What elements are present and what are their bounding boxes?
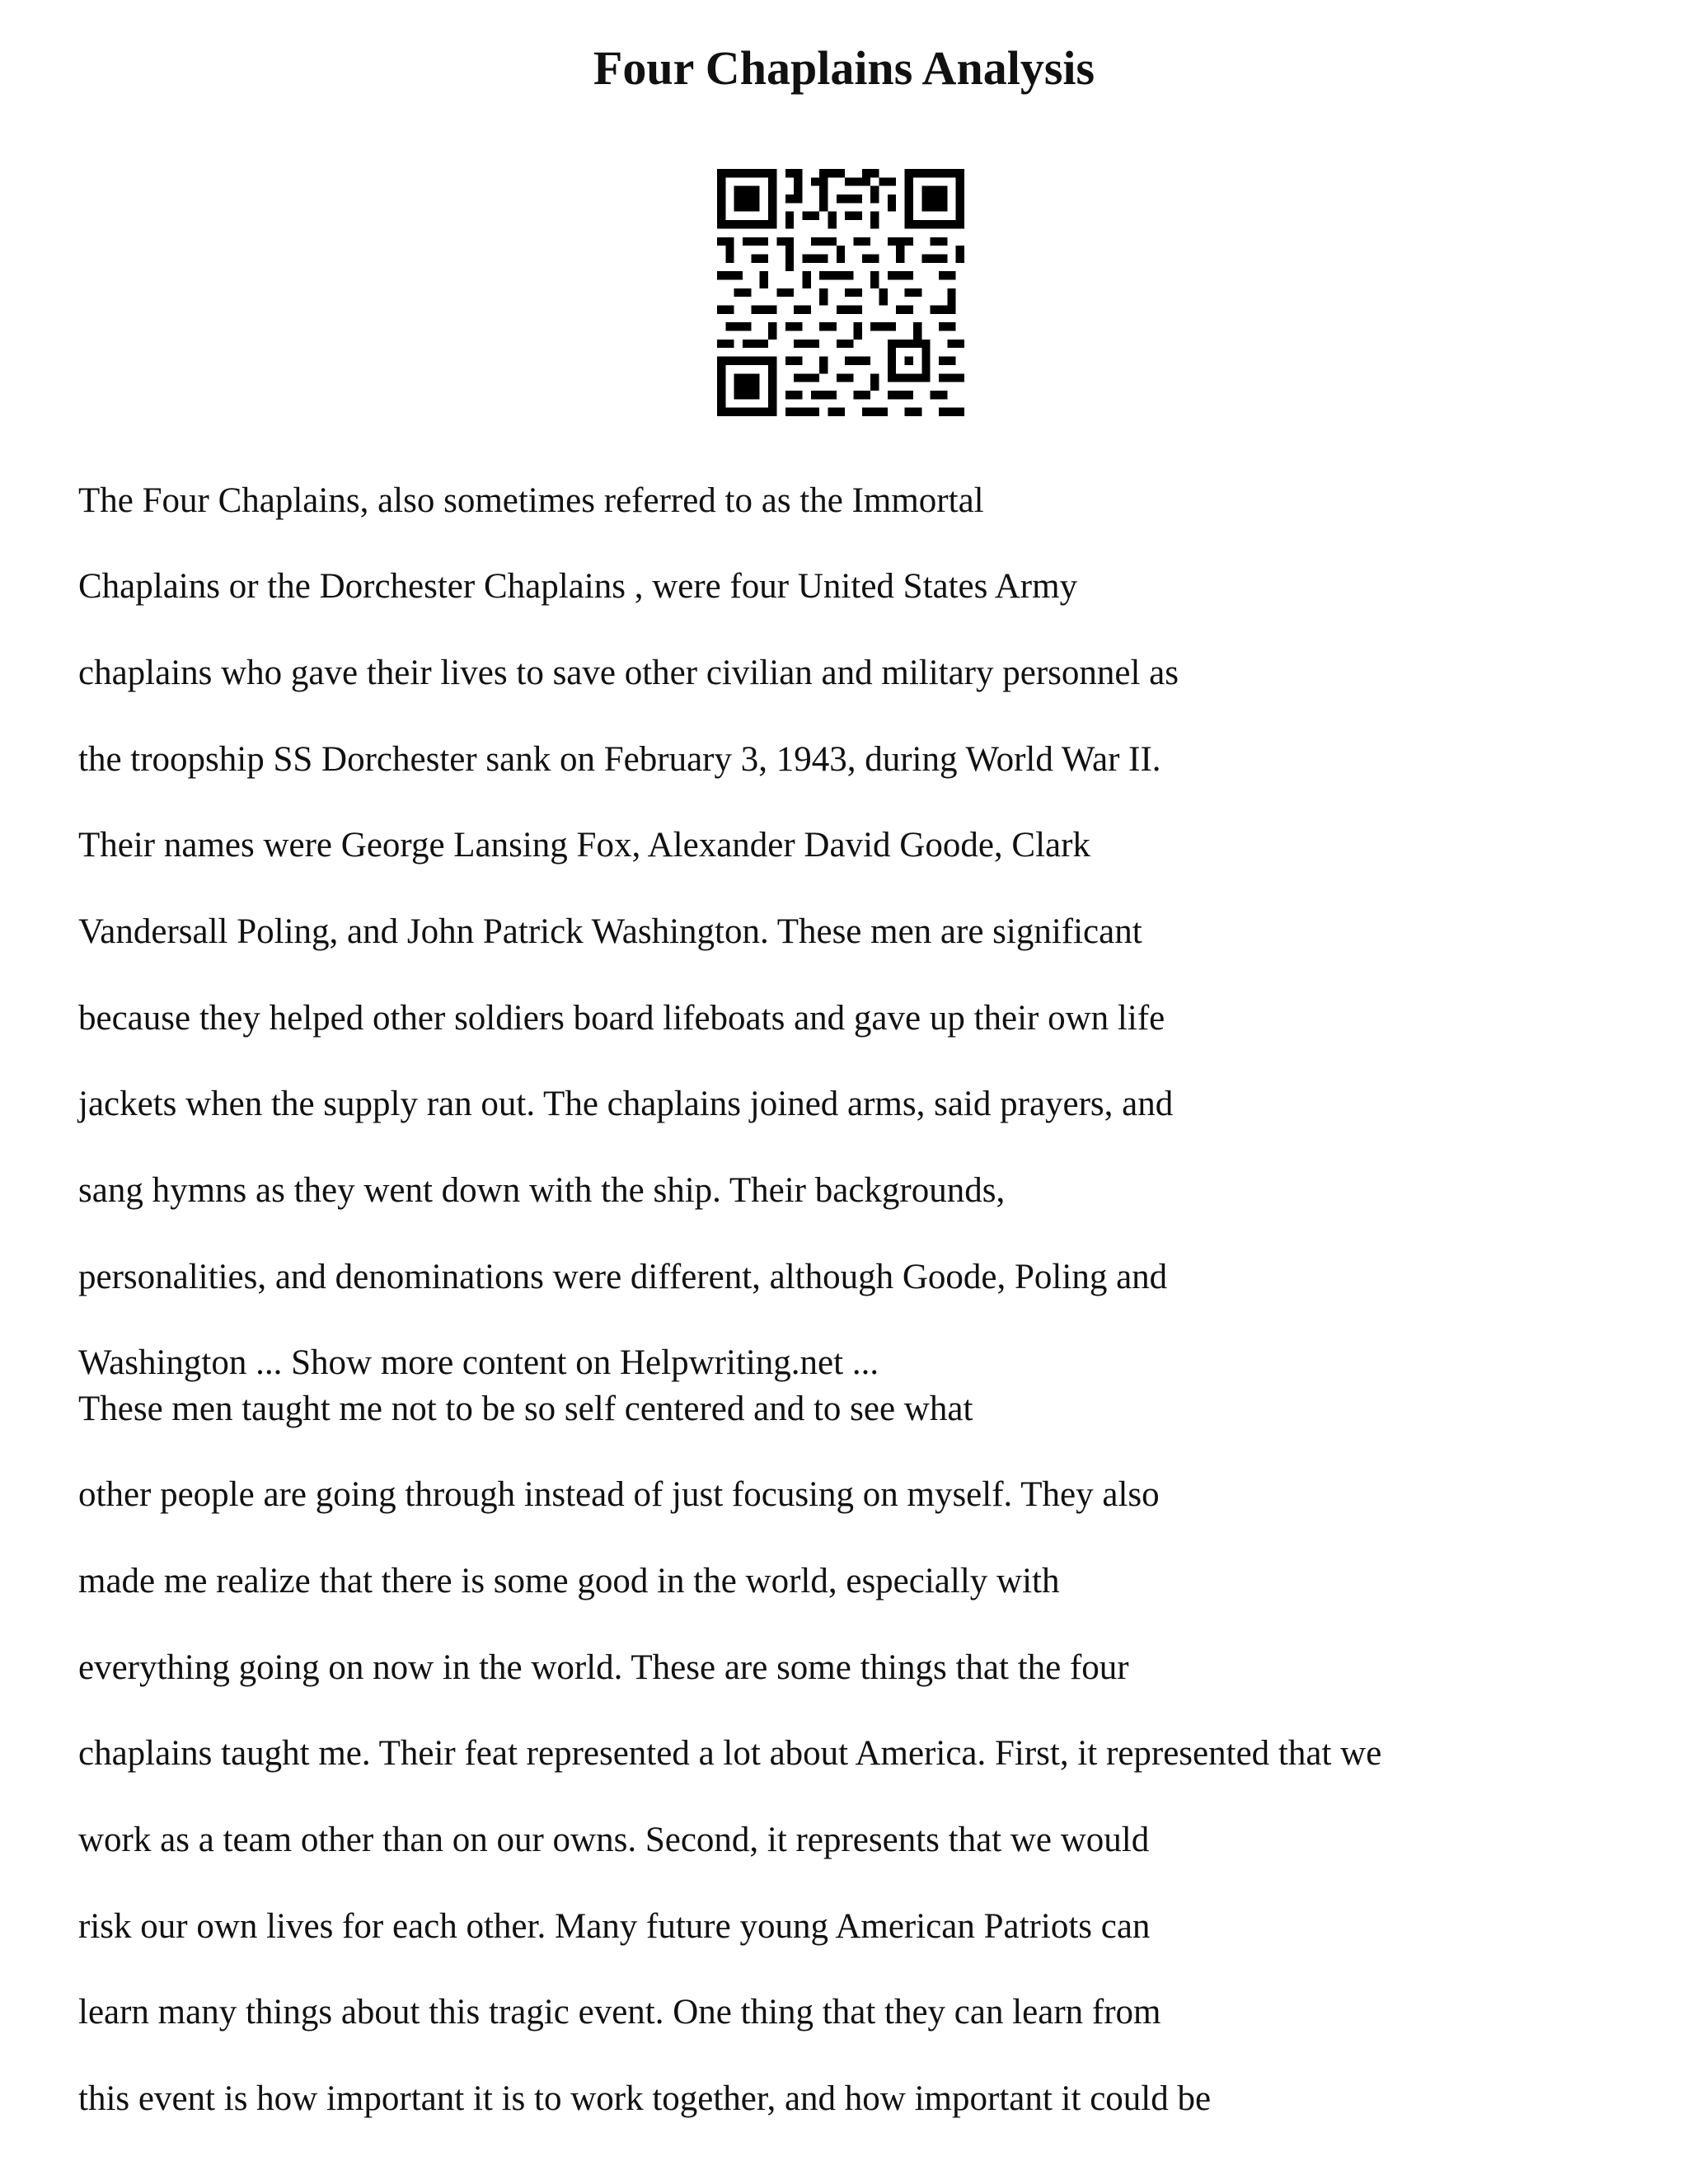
qr-code-graphic bbox=[717, 169, 964, 416]
text-line: chaplains taught me. Their feat represented a lot about America. First, it represented that we bbox=[78, 1734, 1382, 1773]
text-line: Chaplains or the Dorchester Chaplains , were four United States Army bbox=[78, 567, 1078, 606]
text-line: this event is how important it is to work together, and how important it could be bbox=[78, 2079, 1212, 2118]
text-line: everything going on now in the world. These are some things that the four bbox=[78, 1648, 1129, 1687]
text-line: other people are going through instead of just focusing on myself. They also bbox=[78, 1475, 1160, 1514]
qr-code-icon bbox=[717, 169, 964, 416]
text-line: Their names were George Lansing Fox, Alexander David Goode, Clark bbox=[78, 826, 1090, 865]
text-line: jackets when the supply ran out. The chaplains joined arms, said prayers, and bbox=[78, 1085, 1174, 1123]
text-line: These men taught me not to be so self centered and to see what bbox=[78, 1390, 973, 1428]
text-line: sang hymns as they went down with the ship. Their backgrounds, bbox=[78, 1171, 1006, 1210]
text-line: Vandersall Poling, and John Patrick Washington. These men are significant bbox=[78, 912, 1142, 951]
text-line: because they helped other soldiers board lifeboats and gave up their own life bbox=[78, 999, 1165, 1038]
text-line: The Four Chaplains, also sometimes referred to as the Immortal bbox=[78, 481, 984, 520]
text-line: Washington ... Show more content on Helpwriting.net ... bbox=[78, 1343, 879, 1382]
text-line: work as a team other than on our owns. Second, it represents that we would bbox=[78, 1821, 1150, 1859]
text-line: chaplains who gave their lives to save other civilian and military personnel as bbox=[78, 654, 1179, 692]
text-line: learn many things about this tragic event. One thing that they can learn from bbox=[78, 1993, 1161, 2032]
text-line: personalities, and denominations were different, although Goode, Poling and bbox=[78, 1258, 1168, 1296]
text-line: risk our own lives for each other. Many future young American Patriots can bbox=[78, 1907, 1151, 1946]
page-title: Four Chaplains Analysis bbox=[593, 41, 1095, 95]
text-line: made me realize that there is some good in the world, especially with bbox=[78, 1562, 1060, 1601]
text-line: the troopship SS Dorchester sank on February 3, 1943, during World War II. bbox=[78, 740, 1161, 779]
